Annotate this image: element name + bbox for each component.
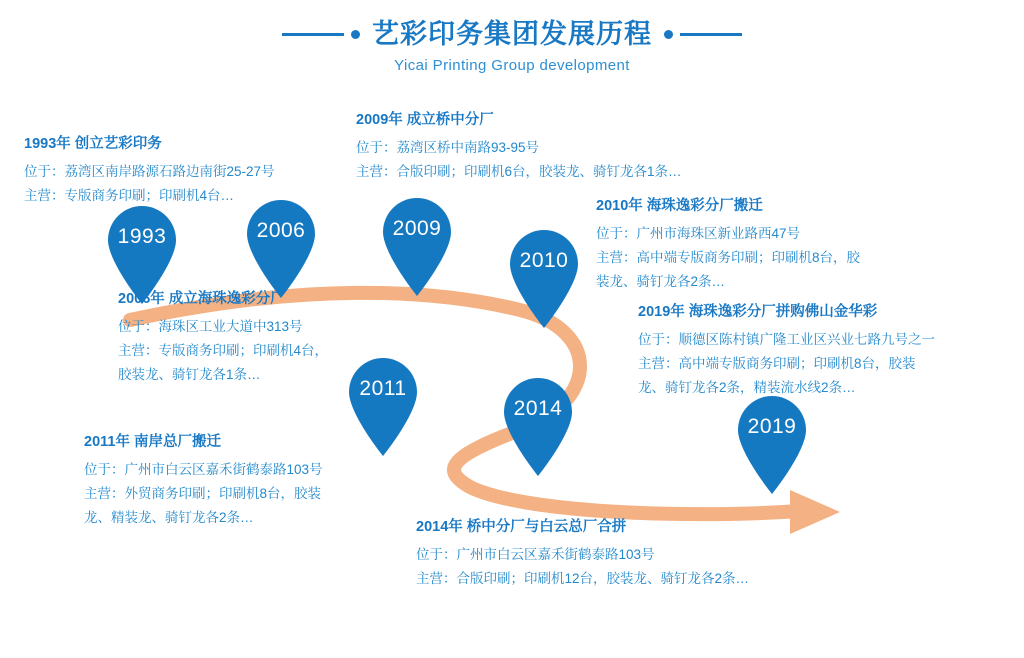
pin-year-label: 2019 (747, 415, 797, 438)
map-pin-icon (243, 198, 319, 298)
milestone-text-2006 (118, 287, 328, 389)
map-pin-icon (734, 394, 810, 494)
map-pin-icon (345, 356, 421, 456)
milestone-line: 胶装龙、骑钉龙各1条… (118, 366, 261, 382)
map-pin-icon (506, 228, 582, 328)
milestone-line: 位于：荔湾区桥中南路93-95号 (356, 140, 540, 155)
milestone-line: 位于：顺德区陈村镇广隆工业区兴业七路九号之一 (638, 332, 935, 347)
milestone-line: 主营：外贸商务印刷；印刷机8台，胶装 (84, 485, 322, 501)
milestone-line: 主营：专版商务印刷；印刷机4台， (118, 342, 329, 358)
milestone-title: 1993年 创立艺彩印务 (24, 136, 162, 152)
pin-2006[interactable] (243, 198, 319, 298)
header-line-right (680, 33, 742, 36)
pin-year-label: 2009 (392, 217, 442, 240)
milestone-title: 2019年 海珠逸彩分厂拼购佛山金华彩 (638, 304, 878, 320)
milestone-title: 2014年 桥中分厂与白云总厂合拼 (416, 519, 627, 535)
header-dot-right (664, 30, 673, 39)
milestone-line: 位于：海珠区工业大道中313号 (118, 319, 303, 334)
milestone-text-2009 (356, 108, 682, 186)
milestone-line: 龙、精装龙、骑钉龙各2条… (84, 509, 254, 525)
header-decoration-left (282, 30, 362, 39)
title-row (0, 20, 1024, 50)
milestone-line: 装龙、骑钉龙各2条… (596, 273, 726, 289)
milestone-line: 主营：高中端专版商务印刷；印刷机8台，胶 (596, 249, 861, 265)
pin-year-label: 2006 (256, 219, 306, 242)
map-pin-icon (379, 196, 455, 296)
header-dot-left (351, 30, 360, 39)
milestone-text-2010 (596, 194, 860, 296)
pin-2011[interactable] (345, 356, 421, 456)
milestone-line: 位于：广州市白云区嘉禾街鹤泰路103号 (84, 462, 323, 477)
pin-year-label: 1993 (117, 225, 167, 248)
pin-year-label: 2011 (359, 377, 407, 400)
milestone-title: 2009年 成立桥中分厂 (356, 112, 494, 128)
map-pin-icon (500, 376, 576, 476)
pin-2009[interactable] (379, 196, 455, 296)
milestone-line: 龙、骑钉龙各2条，精装流水线2条… (638, 379, 856, 395)
page-title: 艺彩印务集团发展历程 (372, 19, 652, 49)
header-line-left (282, 33, 344, 36)
milestone-title: 2006年 成立海珠逸彩分厂 (118, 291, 285, 307)
pin-2014[interactable] (500, 376, 576, 476)
milestone-text-2014 (416, 515, 749, 593)
page-subtitle: Yicai Printing Group development (394, 56, 630, 74)
milestone-text-2019 (638, 300, 935, 402)
milestone-text-1993 (24, 132, 275, 210)
pin-year-label: 2014 (513, 397, 563, 420)
milestone-line: 主营：高中端专版商务印刷；印刷机8台，胶装 (638, 355, 916, 371)
milestone-line: 主营：专版商务印刷；印刷机4台… (24, 187, 235, 203)
milestone-line: 位于：广州市白云区嘉禾街鹤泰路103号 (416, 547, 655, 562)
pin-2019[interactable] (734, 394, 810, 494)
milestone-line: 位于：广州市海珠区新业路西47号 (596, 226, 801, 241)
milestone-line: 主营：合版印刷；印刷机6台，胶装龙、骑钉龙各1条… (356, 163, 682, 179)
milestone-text-2011 (84, 430, 323, 532)
pin-2010[interactable] (506, 228, 582, 328)
milestone-line: 位于：荔湾区南岸路源石路边南街25-27号 (24, 164, 275, 179)
milestone-line: 主营：合版印刷；印刷机12台，胶装龙、骑钉龙各2条… (416, 570, 750, 586)
page-header (0, 20, 1024, 74)
milestone-title: 2010年 海珠逸彩分厂搬迁 (596, 198, 763, 214)
pin-year-label: 2010 (519, 249, 569, 272)
milestone-title: 2011年 南岸总厂搬迁 (84, 434, 221, 450)
header-decoration-right (662, 30, 742, 39)
